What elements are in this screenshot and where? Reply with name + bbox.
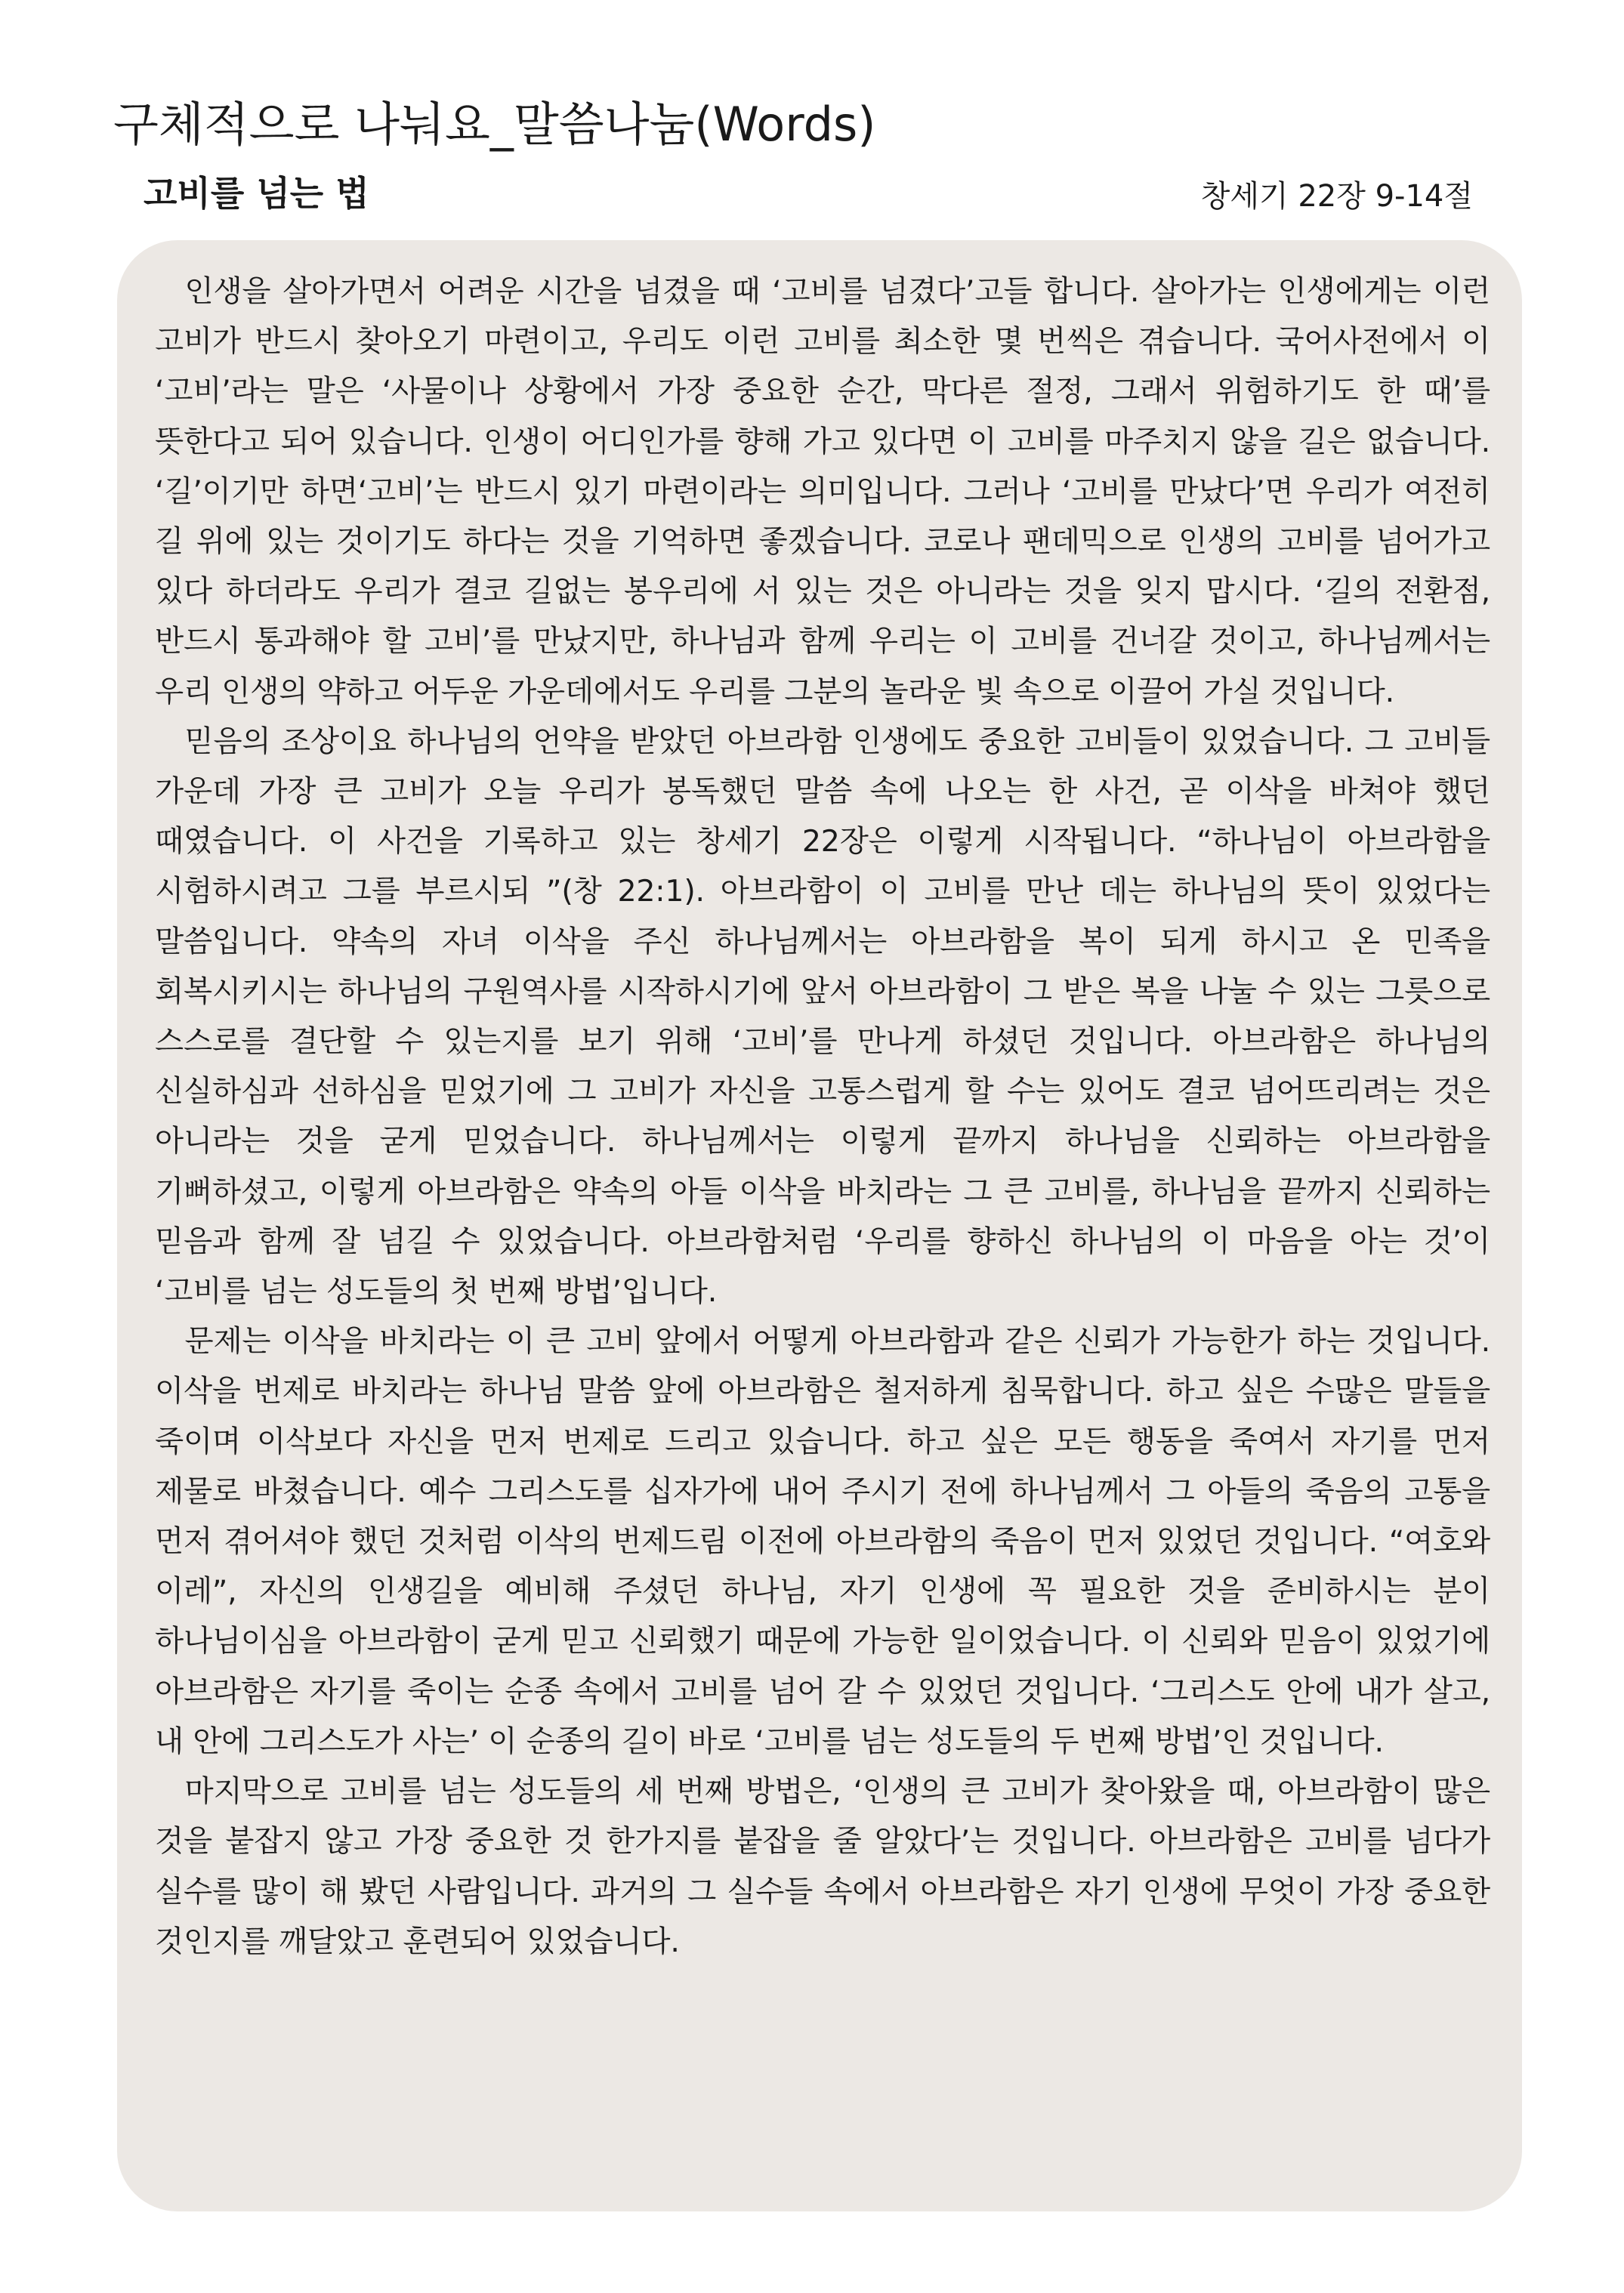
sermon-text-box [117, 240, 1522, 2211]
paragraph-2: 믿음의 조상이요 하나님의 언약을 받았던 아브라함 인생에도 중요한 고비들이 있었습니다. 그 고비들 가운데 가장 큰 고비가 오늘 우리가 봉독했던 말씀 속에 나오는 한 사건, 곧 이삭을 바쳐야 했던 때였습니다. 이 사건을 기록하고 있는 창세기 22장은 이렇게 시작됩니다. “하나님이 아브라함을 시험하시려고 그를 부르시되 ”(창 22:1). 아브라함이 이 고비를 만난 데는 하나님의 뜻이 있었다는 말씀입니다. 약속의 자녀 이삭을 주신 하나님께서는 아브라함을 복이 되게 하시고 온 민족을 회복시키시는 하나님의 구원역사를 시작하시기에 앞서 아브라함이 그 받은 복을 나눌 수 있는 그릇으로 스스로를 결단할 수 있는지를 보기 위해 ‘고비’를 만나게 하셨던 것입니다. 아브라함은 하나님의 신실하심과 선하심을 믿었기에 그 고비가 자신을 고통스럽게 할 수는 있어도 결코 넘어뜨리려는 것은 아니라는 것을 굳게 믿었습니다. 하나님께서는 이렇게 끝까지 하나님을 신뢰하는 아브라함을 기뻐하셨고, 이렇게 아브라함은 약속의 아들 이삭을 바치라는 그 큰 고비를, 하나님을 끝까지 신뢰하는 믿음과 함께 잘 넘길 수 있었습니다. 아브라함처럼 ‘우리를 향하신 하나님의 이 마음을 아는 것’이 ‘고비를 넘는 성도들의 첫 번째 방법’입니다. [155, 724, 1490, 1310]
paragraph-3: 문제는 이삭을 바치라는 이 큰 고비 앞에서 어떻게 아브라함과 같은 신뢰가 가능한가 하는 것입니다. 이삭을 번제로 바치라는 하나님 말씀 앞에 아브라함은 철저하게 침묵합니다. 하고 싶은 수많은 말들을 죽이며 이삭보다 자신을 먼저 번제로 드리고 있습니다. 하고 싶은 모든 행동을 죽여서 자기를 먼저 제물로 바쳤습니다. 예수 그리스도를 십자가에 내어 주시기 전에 하나님께서 그 아들의 죽음의 고통을 먼저 겪어셔야 했던 것처럼 이삭의 번제드림 이전에 아브라함의 죽음이 먼저 있었던 것입니다. “여호와 이레”, 자신의 인생길을 예비해 주셨던 하나님, 자기 인생에 꼭 필요한 것을 준비하시는 분이 하나님이심을 아브라함이 굳게 믿고 신뢰했기 때문에 가능한 일이었습니다. 이 신뢰와 믿음이 있었기에 아브라함은 자기를 죽이는 순종 속에서 고비를 넘어 갈 수 있었던 것입니다. ‘그리스도 안에 내가 살고, 내 안에 그리스도가 사는’ 이 순종의 길이 바로 ‘고비를 넘는 성도들의 두 번째 방법’인 것입니다. [155, 1324, 1490, 1759]
sermon-title: 고비를 넘는 법 [144, 173, 369, 214]
paragraph-1: 인생을 살아가면서 어려운 시간을 넘겼을 때 ‘고비를 넘겼다’고들 합니다. 살아가는 인생에게는 이런 고비가 반드시 찾아오기 마련이고, 우리도 이런 고비를 최소한 몇 번씩은 겪습니다. 국어사전에서 이 ‘고비’라는 말은 ‘사물이나 상황에서 가장 중요한 순간, 막다른 절정, 그래서 위험하기도 한 때’를 뜻한다고 되어 있습니다. 인생이 어디인가를 향해 가고 있다면 이 고비를 마주치지 않을 길은 없습니다. ‘길’이기만 하면‘고비’는 반드시 있기 마련이라는 의미입니다. 그러나 ‘고비를 만났다’면 우리가 여전히 길 위에 있는 것이기도 하다는 것을 기억하면 좋겠습니다. 코로나 팬데믹으로 인생의 고비를 넘어가고 있다 하더라도 우리가 결코 길없는 봉우리에 서 있는 것은 아니라는 것을 잊지 맙시다. ‘길의 전환점, 반드시 통과해야 할 고비’를 만났지만, 하나님과 함께 우리는 이 고비를 건너갈 것이고, 하나님께서는 우리 인생의 약하고 어두운 가운데에서도 우리를 그분의 놀라운 빛 속으로 이끌어 가실 것입니다. [155, 274, 1490, 709]
scripture-reference: 창세기 22장 9-14절 [1200, 179, 1473, 214]
section-title: 구체적으로 나눠요_말씀나눔(Words) [113, 97, 876, 152]
paragraph-4: 마지막으로 고비를 넘는 성도들의 세 번째 방법은, ‘인생의 큰 고비가 찾아왔을 때, 아브라함이 많은 것을 붙잡지 않고 가장 중요한 것 한가지를 붙잡을 줄 알았다’는 것입니다. 아브라함은 고비를 넘다가 실수를 많이 해 봤던 사람입니다. 과거의 그 실수들 속에서 아브라함은 자기 인생에 무엇이 가장 중요한 것인지를 깨달았고 훈련되어 있었습니다. [155, 1774, 1490, 1959]
